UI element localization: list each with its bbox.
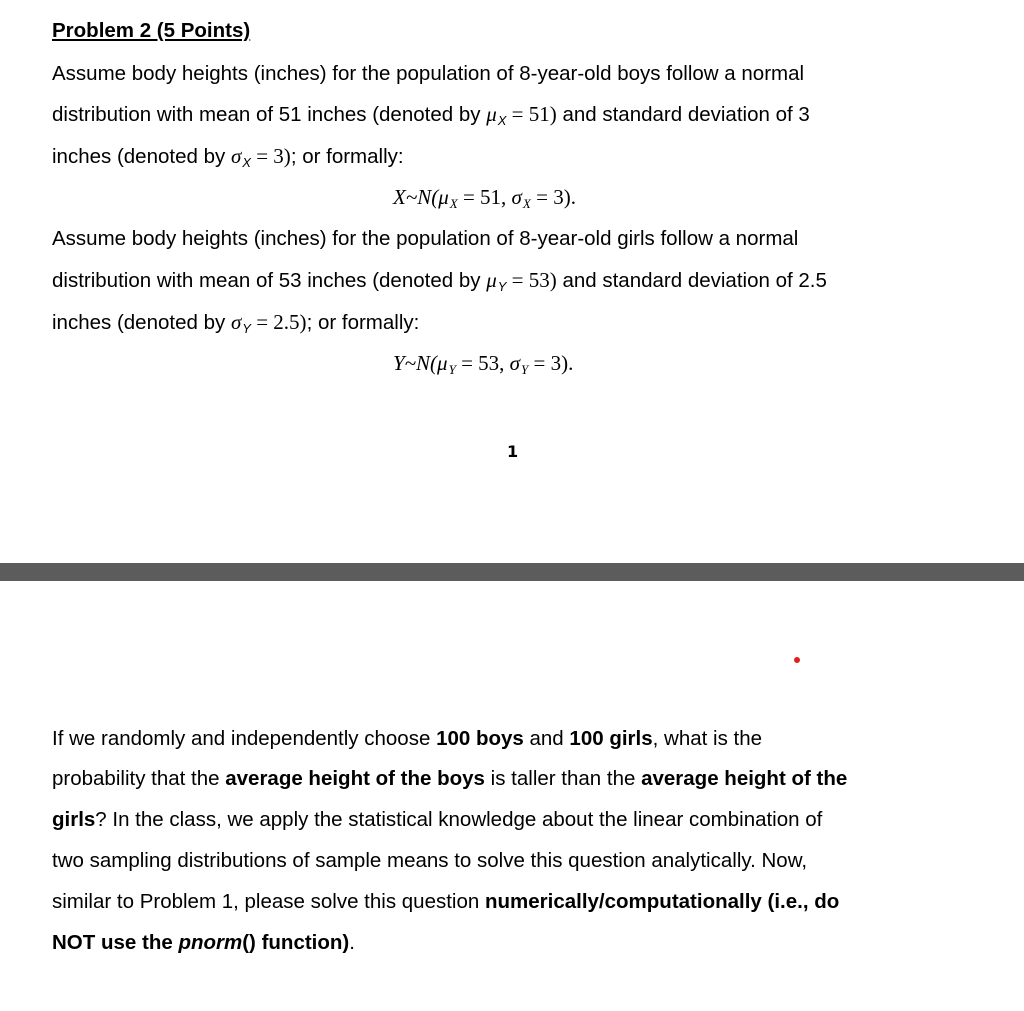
question-line-6: NOT use the pnorm() function). (52, 931, 355, 954)
boys-paragraph-line-2: distribution with mean of 51 inches (denoted by μX = 51) and standard deviation of 3 (52, 102, 810, 128)
boys-formula: X~N(μX = 51, σX = 3). (393, 185, 576, 211)
girls-formula: Y~N(μY = 53, σY = 3). (393, 351, 574, 377)
question-line-2: probability that the average height of the boys is taller than the average height of the (52, 767, 848, 790)
question-line-1: If we randomly and independently choose 100 boys and 100 girls, what is the (52, 727, 763, 750)
question-line-5: similar to Problem 1, please solve this question numerically/computationally (i.e., do (52, 890, 840, 913)
question-line-3: girls? In the class, we apply the statistical knowledge about the linear combination of (52, 808, 823, 831)
page-separator (0, 563, 1024, 581)
boys-paragraph-line-3: inches (denoted by σX = 3); or formally: (52, 144, 404, 170)
red-dot-marker (794, 657, 800, 663)
boys-paragraph-line-1: Assume body heights (inches) for the population of 8-year-old boys follow a normal (52, 62, 805, 85)
question-line-4: two sampling distributions of sample means to solve this question analytically. Now, (52, 849, 808, 872)
girls-paragraph-line-2: distribution with mean of 53 inches (denoted by μY = 53) and standard deviation of 2.5 (52, 268, 827, 294)
page-number: 1 (507, 442, 519, 461)
girls-paragraph-line-1: Assume body heights (inches) for the population of 8-year-old girls follow a normal (52, 227, 799, 250)
problem-title: Problem 2 (5 Points) (52, 19, 251, 42)
girls-paragraph-line-3: inches (denoted by σY = 2.5); or formally: (52, 310, 420, 336)
